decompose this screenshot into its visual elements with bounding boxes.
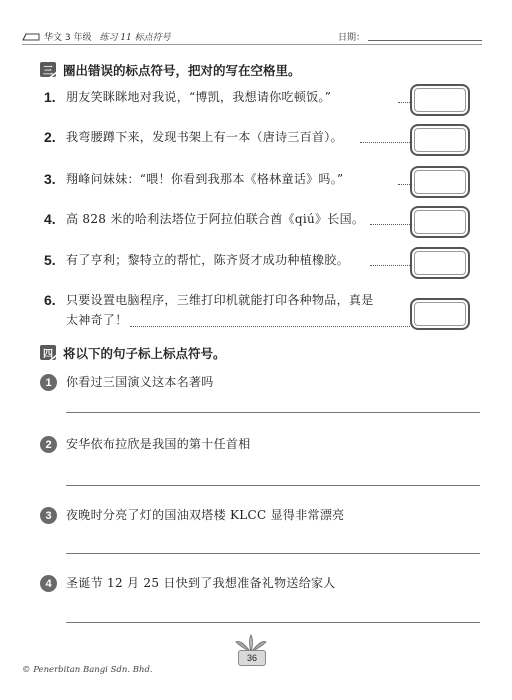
dotted-leader: [398, 102, 410, 103]
sentence-text: 圣诞节 12 月 25 日快到了我想准备礼物送给家人: [66, 576, 336, 590]
question-number: 2.: [44, 129, 56, 145]
answer-box[interactable]: [410, 298, 470, 330]
answer-box[interactable]: [410, 206, 470, 238]
answer-box[interactable]: [410, 84, 470, 116]
publisher-credit: © Penerbitan Bangi Sdn. Bhd.: [22, 665, 153, 675]
pencil-icon: [48, 72, 58, 80]
question-number: 5.: [44, 252, 56, 268]
question-text-continued: 太神奇了！: [66, 313, 128, 327]
section3-badge: 三: [40, 62, 56, 77]
answer-box[interactable]: [410, 166, 470, 198]
question-number: 4.: [44, 211, 56, 227]
dotted-leader: [370, 265, 410, 266]
question-text: 我弯腰蹲下来，发现书架上有一本（唐诗三百首）。: [66, 130, 343, 144]
dotted-leader: [360, 142, 410, 143]
question-number: 3.: [44, 171, 56, 187]
page-header: [22, 30, 171, 43]
question-text: 只要设置电脑程序，三维打印机就能打印各种物品，真是: [66, 293, 374, 307]
answer-box[interactable]: [410, 247, 470, 279]
item-number: 2: [40, 436, 57, 453]
sentence-text: 安华依布拉欣是我国的第十任首相: [66, 437, 251, 451]
question-text: 翔峰问妹妹：“喂！你看到我那本《格林童话》吗。”: [66, 172, 344, 186]
header-divider: [22, 44, 482, 45]
question-number: 6.: [44, 292, 56, 308]
item-number: 1: [40, 374, 57, 391]
answer-line[interactable]: [66, 553, 480, 554]
item-number: 3: [40, 507, 57, 524]
dotted-leader: [370, 224, 410, 225]
question-text: 有了亨利；黎特立的帮忙，陈齐贤才成功种植橡胶。: [66, 253, 349, 267]
question-text: 高 828 米的哈利法塔位于阿拉伯联合酋《qiú》长国。: [66, 212, 365, 226]
section4-title: 将以下的句子标上标点符号。: [63, 346, 226, 361]
sentence-text: 夜晚时分亮了灯的国油双塔楼 KLCC 显得非常漂亮: [66, 508, 345, 522]
date-field[interactable]: [368, 40, 482, 41]
answer-line[interactable]: [66, 485, 480, 486]
answer-box[interactable]: [410, 124, 470, 156]
question-number: 1.: [44, 89, 56, 105]
section4-badge: 四: [40, 345, 56, 360]
sentence-text: 你看过三国演义这本名著吗: [66, 375, 214, 389]
answer-line[interactable]: [66, 622, 480, 623]
dotted-leader: [130, 326, 410, 327]
pencil-icon: [22, 32, 40, 42]
item-number: 4: [40, 575, 57, 592]
page-number: 36: [238, 650, 266, 666]
pencil-icon: [48, 355, 58, 363]
grade-label: 华文 3 年级: [44, 33, 92, 43]
dotted-leader: [398, 184, 410, 185]
date-label: 日期：: [338, 33, 366, 43]
exercise-label: 练习 11 标点符号: [99, 33, 171, 43]
answer-line[interactable]: [66, 412, 480, 413]
question-text: 朋友笑眯眯地对我说，“博凯，我想请你吃顿饭。”: [66, 90, 332, 104]
section3-title: 圈出错误的标点符号，把对的写在空格里。: [63, 63, 301, 78]
